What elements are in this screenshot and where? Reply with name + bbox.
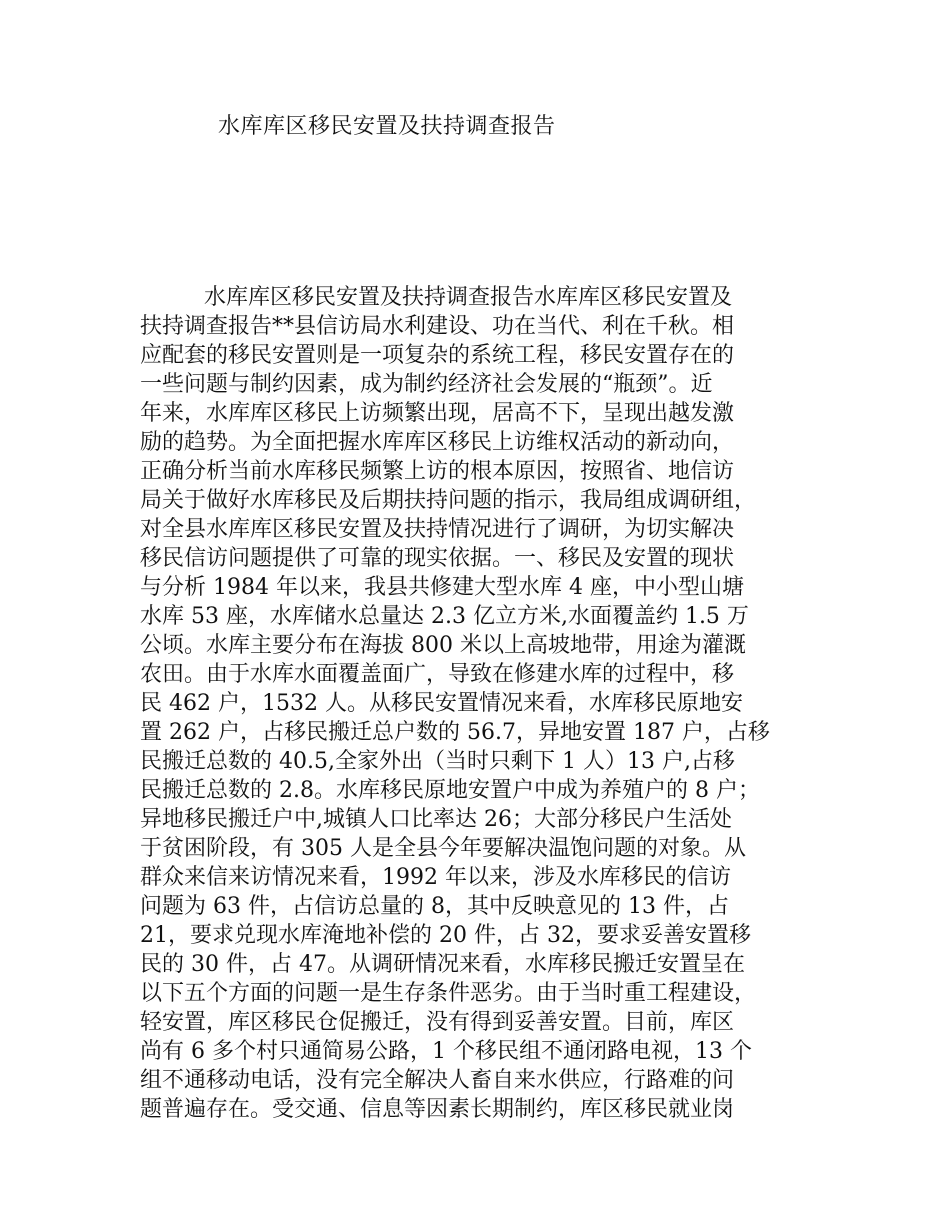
body-line: 轻安置，库区移民仓促搬迁，没有得到妥善安置。目前，库区	[140, 1010, 735, 1035]
body-line: 民搬迁总数的 2.8。水库移民原地安置户中成为养殖户的 8 户；	[140, 778, 760, 803]
body-line: 公顷。水库主要分布在海拔 800 米以上高坡地带，用途为灌溉	[140, 633, 746, 658]
body-line: 与分析 1984 年以来，我县共修建大型水库 4 座，中小型山塘	[140, 575, 744, 600]
document-title: 水库库区移民安置及扶持调查报告	[218, 114, 556, 139]
body-line: 21，要求兑现水库淹地补偿的 20 件，占 32，要求妥善安置移	[140, 923, 751, 948]
body-line: 民 462 户，1532 人。从移民安置情况来看，水库移民原地安	[140, 691, 743, 716]
body-line: 局关于做好水库移民及后期扶持问题的指示，我局组成调研组，	[140, 488, 757, 513]
body-line: 水库库区移民安置及扶持调查报告水库库区移民安置及	[204, 285, 733, 310]
body-line: 农田。由于水库水面覆盖面广，导致在修建水库的过程中，移	[140, 662, 735, 687]
body-line: 置 262 户，占移民搬迁总户数的 56.7，异地安置 187 户，占移	[140, 720, 770, 745]
body-line: 扶持调查报告**县信访局水利建设、功在当代、利在千秋。相	[140, 314, 735, 339]
body-line: 以下五个方面的问题一是生存条件恶劣。由于当时重工程建设，	[140, 981, 757, 1006]
body-line: 对全县水库库区移民安置及扶持情况进行了调研，为切实解决	[140, 517, 735, 542]
body-line: 题普遍存在。受交通、信息等因素长期制约，库区移民就业岗	[140, 1097, 735, 1122]
body-line: 励的趋势。为全面把握水库库区移民上访维权活动的新动向，	[140, 430, 735, 455]
body-line: 民的 30 件，占 47。从调研情况来看，水库移民搬迁安置呈在	[140, 952, 745, 977]
document-body	[140, 283, 830, 1124]
body-line: 组不通移动电话，没有完全解决人畜自来水供应，行路难的问	[140, 1068, 735, 1093]
body-line: 于贫困阶段，有 305 人是全县今年要解决温饱问题的对象。从	[140, 836, 746, 861]
body-line: 水库 53 座，水库储水总量达 2.3 亿立方米,水面覆盖约 1.5 万	[140, 604, 749, 629]
body-line: 尚有 6 多个村只通简易公路，1 个移民组不通闭路电视，13 个	[140, 1039, 752, 1064]
body-line: 一些问题与制约因素，成为制约经济社会发展的“瓶颈”。近	[140, 372, 713, 397]
body-line: 移民信访问题提供了可靠的现实依据。一、移民及安置的现状	[140, 546, 735, 571]
body-line: 年来，水库库区移民上访频繁出现，居高不下，呈现出越发激	[140, 401, 735, 426]
body-line: 异地移民搬迁户中,城镇人口比率达 26；大部分移民户生活处	[140, 807, 732, 832]
body-line: 问题为 63 件，占信访总量的 8，其中反映意见的 13 件，占	[140, 894, 729, 919]
body-line: 群众来信来访情况来看，1992 年以来，涉及水库移民的信访	[140, 865, 731, 890]
body-line: 正确分析当前水库移民频繁上访的根本原因，按照省、地信访	[140, 459, 735, 484]
body-line: 应配套的移民安置则是一项复杂的系统工程，移民安置存在的	[140, 343, 735, 368]
body-line: 民搬迁总数的 40.5,全家外出（当时只剩下 1 人）13 户,占移	[140, 749, 735, 774]
